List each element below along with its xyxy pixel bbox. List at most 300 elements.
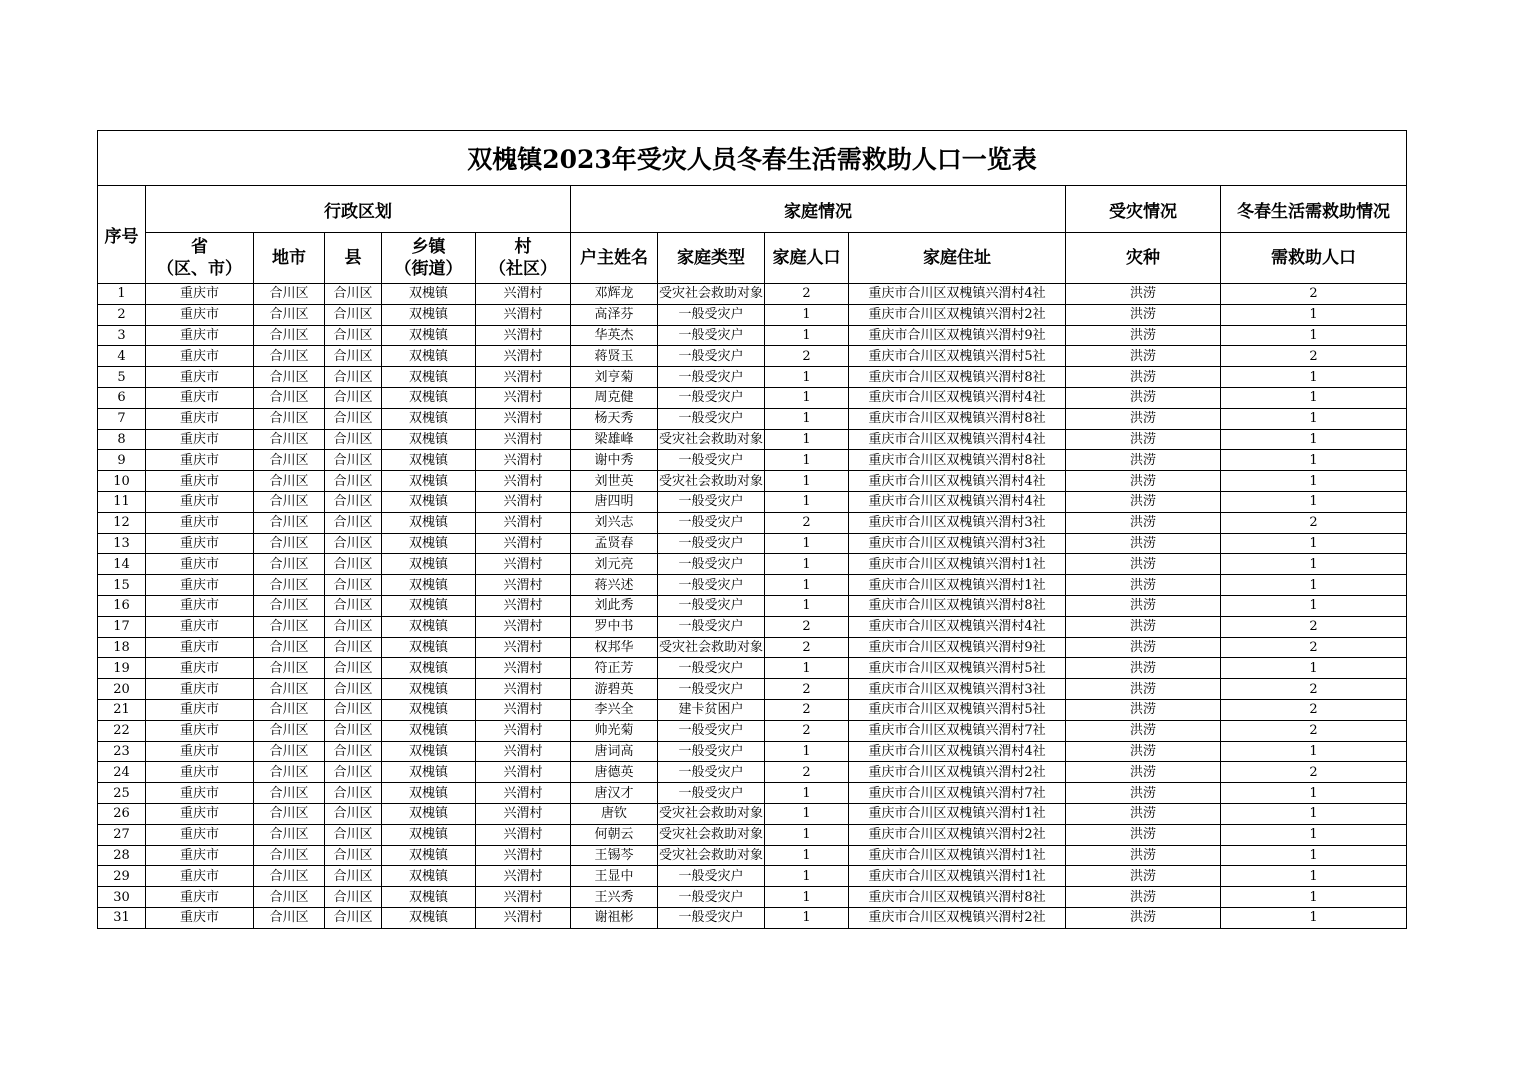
table-row	[98, 450, 1407, 471]
cell-seq: 20	[98, 679, 146, 700]
cell-disaster-type: 洪涝	[1066, 387, 1221, 408]
header-relief-group: 冬春生活需救助情况	[1221, 186, 1407, 233]
table-row	[98, 824, 1407, 845]
cell-family-size: 2	[765, 720, 849, 741]
cell-relief-people: 2	[1221, 679, 1407, 700]
cell-head-name: 帅光菊	[571, 720, 658, 741]
cell-town: 双槐镇	[382, 408, 476, 429]
cell-county: 合川区	[325, 658, 382, 679]
cell-village: 兴渭村	[476, 679, 571, 700]
cell-seq: 12	[98, 512, 146, 533]
cell-head-name: 游碧英	[571, 679, 658, 700]
cell-address: 重庆市合川区双槐镇兴渭村8社	[849, 450, 1066, 471]
cell-family-type: 一般受灾户	[658, 679, 765, 700]
cell-family-type: 一般受灾户	[658, 533, 765, 554]
cell-seq: 17	[98, 616, 146, 637]
cell-disaster-type: 洪涝	[1066, 408, 1221, 429]
header-province	[146, 233, 254, 284]
cell-family-type: 受灾社会救助对象	[658, 284, 765, 305]
cell-family-type: 一般受灾户	[658, 512, 765, 533]
cell-city: 合川区	[254, 616, 325, 637]
cell-county: 合川区	[325, 699, 382, 720]
cell-village: 兴渭村	[476, 533, 571, 554]
cell-relief-people: 1	[1221, 658, 1407, 679]
cell-family-size: 1	[765, 554, 849, 575]
cell-family-size: 2	[765, 284, 849, 305]
cell-disaster-type: 洪涝	[1066, 658, 1221, 679]
cell-seq: 11	[98, 491, 146, 512]
cell-county: 合川区	[325, 762, 382, 783]
header-town	[382, 233, 476, 284]
cell-village: 兴渭村	[476, 491, 571, 512]
cell-province: 重庆市	[146, 887, 254, 908]
cell-seq: 31	[98, 907, 146, 928]
cell-family-type: 一般受灾户	[658, 346, 765, 367]
cell-seq: 16	[98, 595, 146, 616]
cell-city: 合川区	[254, 325, 325, 346]
cell-family-type: 一般受灾户	[658, 595, 765, 616]
cell-seq: 6	[98, 387, 146, 408]
cell-county: 合川区	[325, 887, 382, 908]
table-row	[98, 304, 1407, 325]
cell-seq: 13	[98, 533, 146, 554]
cell-disaster-type: 洪涝	[1066, 450, 1221, 471]
cell-address: 重庆市合川区双槐镇兴渭村9社	[849, 325, 1066, 346]
cell-address: 重庆市合川区双槐镇兴渭村1社	[849, 554, 1066, 575]
cell-province: 重庆市	[146, 471, 254, 492]
cell-relief-people: 1	[1221, 907, 1407, 928]
cell-head-name: 华英杰	[571, 325, 658, 346]
cell-family-type: 受灾社会救助对象	[658, 637, 765, 658]
cell-address: 重庆市合川区双槐镇兴渭村5社	[849, 699, 1066, 720]
cell-disaster-type: 洪涝	[1066, 554, 1221, 575]
cell-province: 重庆市	[146, 824, 254, 845]
cell-seq: 22	[98, 720, 146, 741]
cell-village: 兴渭村	[476, 346, 571, 367]
cell-family-size: 1	[765, 658, 849, 679]
cell-county: 合川区	[325, 325, 382, 346]
cell-village: 兴渭村	[476, 824, 571, 845]
cell-province: 重庆市	[146, 512, 254, 533]
cell-town: 双槐镇	[382, 304, 476, 325]
cell-town: 双槐镇	[382, 720, 476, 741]
cell-address: 重庆市合川区双槐镇兴渭村8社	[849, 595, 1066, 616]
cell-seq: 21	[98, 699, 146, 720]
cell-province: 重庆市	[146, 679, 254, 700]
header-seq: 序号	[98, 186, 146, 284]
cell-city: 合川区	[254, 575, 325, 596]
cell-county: 合川区	[325, 845, 382, 866]
cell-town: 双槐镇	[382, 512, 476, 533]
cell-address: 重庆市合川区双槐镇兴渭村3社	[849, 512, 1066, 533]
cell-head-name: 谢祖彬	[571, 907, 658, 928]
table-row	[98, 637, 1407, 658]
table-row	[98, 741, 1407, 762]
cell-relief-people: 1	[1221, 783, 1407, 804]
cell-head-name: 权邦华	[571, 637, 658, 658]
cell-disaster-type: 洪涝	[1066, 887, 1221, 908]
cell-seq: 3	[98, 325, 146, 346]
cell-relief-people: 2	[1221, 284, 1407, 305]
cell-town: 双槐镇	[382, 866, 476, 887]
header-village-line1: 村	[514, 237, 532, 257]
cell-province: 重庆市	[146, 408, 254, 429]
cell-head-name: 蒋贤玉	[571, 346, 658, 367]
cell-head-name: 蒋兴述	[571, 575, 658, 596]
cell-head-name: 王显中	[571, 866, 658, 887]
table-row	[98, 325, 1407, 346]
cell-seq: 7	[98, 408, 146, 429]
cell-family-type: 一般受灾户	[658, 554, 765, 575]
cell-family-type: 受灾社会救助对象	[658, 845, 765, 866]
cell-disaster-type: 洪涝	[1066, 491, 1221, 512]
header-county: 县	[325, 233, 382, 284]
cell-family-type: 一般受灾户	[658, 616, 765, 637]
cell-province: 重庆市	[146, 762, 254, 783]
cell-address: 重庆市合川区双槐镇兴渭村4社	[849, 471, 1066, 492]
cell-relief-people: 1	[1221, 429, 1407, 450]
cell-head-name: 谢中秀	[571, 450, 658, 471]
cell-disaster-type: 洪涝	[1066, 346, 1221, 367]
cell-town: 双槐镇	[382, 637, 476, 658]
cell-city: 合川区	[254, 824, 325, 845]
table-row	[98, 907, 1407, 928]
cell-disaster-type: 洪涝	[1066, 679, 1221, 700]
cell-seq: 28	[98, 845, 146, 866]
cell-disaster-type: 洪涝	[1066, 637, 1221, 658]
table-row	[98, 762, 1407, 783]
cell-town: 双槐镇	[382, 554, 476, 575]
cell-relief-people: 1	[1221, 824, 1407, 845]
cell-family-type: 一般受灾户	[658, 887, 765, 908]
cell-head-name: 孟贤春	[571, 533, 658, 554]
cell-town: 双槐镇	[382, 533, 476, 554]
cell-province: 重庆市	[146, 450, 254, 471]
cell-county: 合川区	[325, 554, 382, 575]
cell-city: 合川区	[254, 658, 325, 679]
cell-family-type: 受灾社会救助对象	[658, 803, 765, 824]
header-town-line2: （街道）	[394, 259, 463, 279]
cell-family-type: 受灾社会救助对象	[658, 471, 765, 492]
table-row	[98, 491, 1407, 512]
cell-seq: 4	[98, 346, 146, 367]
cell-province: 重庆市	[146, 304, 254, 325]
cell-province: 重庆市	[146, 741, 254, 762]
cell-town: 双槐镇	[382, 575, 476, 596]
cell-city: 合川区	[254, 845, 325, 866]
cell-village: 兴渭村	[476, 658, 571, 679]
cell-village: 兴渭村	[476, 554, 571, 575]
cell-county: 合川区	[325, 450, 382, 471]
cell-relief-people: 1	[1221, 304, 1407, 325]
cell-family-type: 一般受灾户	[658, 408, 765, 429]
cell-county: 合川区	[325, 408, 382, 429]
table-row	[98, 866, 1407, 887]
cell-family-size: 1	[765, 845, 849, 866]
cell-city: 合川区	[254, 741, 325, 762]
table-row	[98, 367, 1407, 388]
cell-city: 合川区	[254, 450, 325, 471]
cell-family-size: 1	[765, 491, 849, 512]
cell-city: 合川区	[254, 907, 325, 928]
table-row	[98, 429, 1407, 450]
cell-relief-people: 2	[1221, 512, 1407, 533]
cell-family-size: 1	[765, 887, 849, 908]
cell-seq: 27	[98, 824, 146, 845]
cell-head-name: 王锡芩	[571, 845, 658, 866]
cell-address: 重庆市合川区双槐镇兴渭村3社	[849, 679, 1066, 700]
cell-disaster-type: 洪涝	[1066, 325, 1221, 346]
cell-town: 双槐镇	[382, 762, 476, 783]
cell-head-name: 刘元亮	[571, 554, 658, 575]
cell-disaster-type: 洪涝	[1066, 575, 1221, 596]
cell-city: 合川区	[254, 595, 325, 616]
cell-family-size: 1	[765, 471, 849, 492]
cell-county: 合川区	[325, 575, 382, 596]
cell-town: 双槐镇	[382, 783, 476, 804]
cell-relief-people: 1	[1221, 575, 1407, 596]
cell-family-size: 1	[765, 595, 849, 616]
cell-relief-people: 1	[1221, 387, 1407, 408]
cell-disaster-type: 洪涝	[1066, 512, 1221, 533]
table-title: 双槐镇2023年受灾人员冬春生活需救助人口一览表	[98, 131, 1407, 186]
cell-family-size: 2	[765, 699, 849, 720]
cell-address: 重庆市合川区双槐镇兴渭村4社	[849, 616, 1066, 637]
cell-province: 重庆市	[146, 595, 254, 616]
cell-relief-people: 1	[1221, 450, 1407, 471]
cell-province: 重庆市	[146, 284, 254, 305]
cell-village: 兴渭村	[476, 699, 571, 720]
cell-disaster-type: 洪涝	[1066, 533, 1221, 554]
cell-city: 合川区	[254, 887, 325, 908]
cell-seq: 29	[98, 866, 146, 887]
cell-province: 重庆市	[146, 533, 254, 554]
cell-city: 合川区	[254, 284, 325, 305]
cell-province: 重庆市	[146, 783, 254, 804]
cell-address: 重庆市合川区双槐镇兴渭村4社	[849, 284, 1066, 305]
cell-relief-people: 1	[1221, 845, 1407, 866]
cell-village: 兴渭村	[476, 720, 571, 741]
cell-head-name: 邓辉龙	[571, 284, 658, 305]
cell-county: 合川区	[325, 595, 382, 616]
cell-head-name: 刘亨菊	[571, 367, 658, 388]
cell-city: 合川区	[254, 408, 325, 429]
cell-city: 合川区	[254, 554, 325, 575]
cell-relief-people: 2	[1221, 346, 1407, 367]
cell-family-size: 1	[765, 824, 849, 845]
cell-town: 双槐镇	[382, 595, 476, 616]
cell-disaster-type: 洪涝	[1066, 824, 1221, 845]
cell-head-name: 刘此秀	[571, 595, 658, 616]
cell-city: 合川区	[254, 720, 325, 741]
cell-family-size: 1	[765, 866, 849, 887]
cell-relief-people: 2	[1221, 616, 1407, 637]
cell-address: 重庆市合川区双槐镇兴渭村4社	[849, 387, 1066, 408]
cell-province: 重庆市	[146, 325, 254, 346]
cell-disaster-type: 洪涝	[1066, 699, 1221, 720]
cell-family-type: 一般受灾户	[658, 575, 765, 596]
cell-family-type: 一般受灾户	[658, 367, 765, 388]
cell-family-type: 一般受灾户	[658, 387, 765, 408]
cell-village: 兴渭村	[476, 575, 571, 596]
table-body	[98, 284, 1407, 929]
cell-city: 合川区	[254, 387, 325, 408]
cell-county: 合川区	[325, 866, 382, 887]
cell-family-size: 1	[765, 803, 849, 824]
table-row	[98, 595, 1407, 616]
cell-head-name: 王兴秀	[571, 887, 658, 908]
table-row	[98, 512, 1407, 533]
cell-address: 重庆市合川区双槐镇兴渭村2社	[849, 762, 1066, 783]
cell-city: 合川区	[254, 367, 325, 388]
header-relief-people: 需救助人口	[1221, 233, 1407, 284]
cell-disaster-type: 洪涝	[1066, 304, 1221, 325]
header-admin-group: 行政区划	[146, 186, 571, 233]
cell-relief-people: 1	[1221, 803, 1407, 824]
cell-county: 合川区	[325, 741, 382, 762]
cell-village: 兴渭村	[476, 450, 571, 471]
cell-relief-people: 1	[1221, 741, 1407, 762]
cell-city: 合川区	[254, 429, 325, 450]
cell-seq: 25	[98, 783, 146, 804]
cell-family-size: 1	[765, 533, 849, 554]
table-row	[98, 783, 1407, 804]
cell-town: 双槐镇	[382, 471, 476, 492]
cell-county: 合川区	[325, 429, 382, 450]
cell-head-name: 何朝云	[571, 824, 658, 845]
cell-county: 合川区	[325, 907, 382, 928]
cell-address: 重庆市合川区双槐镇兴渭村5社	[849, 658, 1066, 679]
cell-village: 兴渭村	[476, 762, 571, 783]
cell-town: 双槐镇	[382, 325, 476, 346]
table-row	[98, 720, 1407, 741]
cell-town: 双槐镇	[382, 387, 476, 408]
cell-relief-people: 1	[1221, 367, 1407, 388]
cell-address: 重庆市合川区双槐镇兴渭村5社	[849, 346, 1066, 367]
cell-address: 重庆市合川区双槐镇兴渭村2社	[849, 824, 1066, 845]
cell-county: 合川区	[325, 346, 382, 367]
cell-county: 合川区	[325, 284, 382, 305]
cell-family-type: 受灾社会救助对象	[658, 429, 765, 450]
cell-relief-people: 1	[1221, 866, 1407, 887]
cell-seq: 26	[98, 803, 146, 824]
cell-family-type: 一般受灾户	[658, 658, 765, 679]
cell-seq: 15	[98, 575, 146, 596]
cell-disaster-type: 洪涝	[1066, 907, 1221, 928]
cell-head-name: 高泽芬	[571, 304, 658, 325]
cell-province: 重庆市	[146, 907, 254, 928]
cell-family-size: 1	[765, 907, 849, 928]
cell-family-type: 一般受灾户	[658, 783, 765, 804]
cell-province: 重庆市	[146, 554, 254, 575]
cell-address: 重庆市合川区双槐镇兴渭村1社	[849, 866, 1066, 887]
cell-town: 双槐镇	[382, 284, 476, 305]
cell-town: 双槐镇	[382, 803, 476, 824]
cell-disaster-type: 洪涝	[1066, 783, 1221, 804]
cell-relief-people: 1	[1221, 325, 1407, 346]
cell-head-name: 刘兴志	[571, 512, 658, 533]
header-province-line2: （区、市）	[157, 259, 242, 279]
cell-county: 合川区	[325, 783, 382, 804]
cell-relief-people: 2	[1221, 637, 1407, 658]
cell-seq: 23	[98, 741, 146, 762]
cell-address: 重庆市合川区双槐镇兴渭村4社	[849, 429, 1066, 450]
cell-family-size: 1	[765, 304, 849, 325]
cell-seq: 14	[98, 554, 146, 575]
cell-address: 重庆市合川区双槐镇兴渭村1社	[849, 575, 1066, 596]
cell-disaster-type: 洪涝	[1066, 803, 1221, 824]
cell-seq: 9	[98, 450, 146, 471]
cell-disaster-type: 洪涝	[1066, 762, 1221, 783]
cell-relief-people: 2	[1221, 720, 1407, 741]
cell-family-size: 1	[765, 408, 849, 429]
cell-seq: 1	[98, 284, 146, 305]
cell-village: 兴渭村	[476, 616, 571, 637]
header-disaster-type: 灾种	[1066, 233, 1221, 284]
cell-city: 合川区	[254, 803, 325, 824]
cell-county: 合川区	[325, 637, 382, 658]
cell-town: 双槐镇	[382, 824, 476, 845]
cell-province: 重庆市	[146, 575, 254, 596]
cell-address: 重庆市合川区双槐镇兴渭村4社	[849, 741, 1066, 762]
table-row	[98, 887, 1407, 908]
cell-relief-people: 2	[1221, 699, 1407, 720]
cell-seq: 30	[98, 887, 146, 908]
table-row	[98, 533, 1407, 554]
cell-seq: 8	[98, 429, 146, 450]
cell-village: 兴渭村	[476, 845, 571, 866]
cell-village: 兴渭村	[476, 887, 571, 908]
cell-head-name: 李兴全	[571, 699, 658, 720]
cell-family-size: 1	[765, 325, 849, 346]
cell-county: 合川区	[325, 491, 382, 512]
cell-relief-people: 1	[1221, 595, 1407, 616]
cell-province: 重庆市	[146, 845, 254, 866]
cell-address: 重庆市合川区双槐镇兴渭村7社	[849, 783, 1066, 804]
cell-county: 合川区	[325, 616, 382, 637]
cell-village: 兴渭村	[476, 304, 571, 325]
cell-village: 兴渭村	[476, 783, 571, 804]
cell-town: 双槐镇	[382, 699, 476, 720]
cell-village: 兴渭村	[476, 866, 571, 887]
cell-town: 双槐镇	[382, 658, 476, 679]
header-disaster-group: 受灾情况	[1066, 186, 1221, 233]
cell-county: 合川区	[325, 512, 382, 533]
cell-family-size: 2	[765, 346, 849, 367]
cell-town: 双槐镇	[382, 679, 476, 700]
cell-town: 双槐镇	[382, 367, 476, 388]
cell-family-type: 一般受灾户	[658, 720, 765, 741]
cell-address: 重庆市合川区双槐镇兴渭村9社	[849, 637, 1066, 658]
cell-village: 兴渭村	[476, 387, 571, 408]
cell-family-type: 建卡贫困户	[658, 699, 765, 720]
cell-county: 合川区	[325, 824, 382, 845]
cell-head-name: 唐汉才	[571, 783, 658, 804]
relief-table	[97, 130, 1407, 929]
cell-province: 重庆市	[146, 491, 254, 512]
cell-family-type: 一般受灾户	[658, 491, 765, 512]
cell-family-size: 1	[765, 450, 849, 471]
cell-relief-people: 1	[1221, 408, 1407, 429]
cell-city: 合川区	[254, 512, 325, 533]
header-city: 地市	[254, 233, 325, 284]
cell-county: 合川区	[325, 803, 382, 824]
cell-county: 合川区	[325, 533, 382, 554]
cell-province: 重庆市	[146, 803, 254, 824]
header-address: 家庭住址	[849, 233, 1066, 284]
cell-head-name: 唐德英	[571, 762, 658, 783]
cell-county: 合川区	[325, 367, 382, 388]
